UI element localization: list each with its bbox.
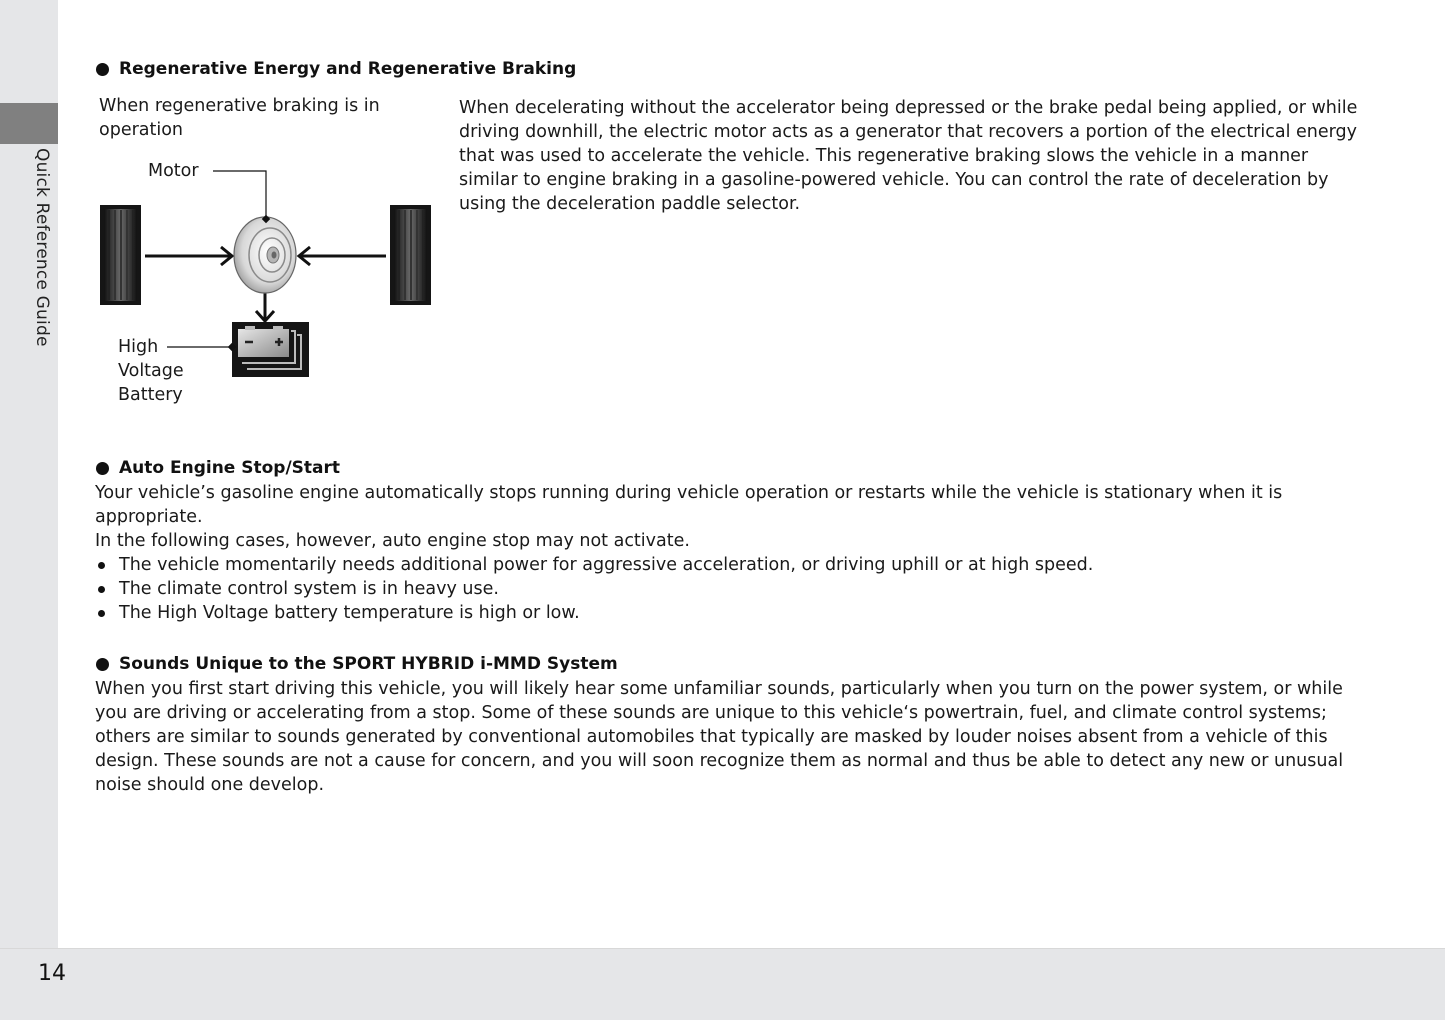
bullet-icon: [98, 586, 105, 593]
list-item: [95, 577, 1385, 601]
sounds-paragraph: When you first start driving this vehicle, you will likely hear some unfamiliar sounds, particularly when you turn on the power system, or while you are driving or accelerating from a stop. Some of these sounds are unique to this vehicle‘s powertrain, fuel, and climate control systems; others are similar to sounds generated by conventional automobiles that typically are masked by louder noises absent from a vehicle of this design. These sounds are not a cause for concern, and you will soon recognize them as normal and thus be able to detect any new or unusual noise should one develop.: [95, 679, 1344, 795]
heading-text: Auto Engine Stop/Start: [119, 458, 341, 478]
diagram-caption: When regenerative braking is in operation: [99, 96, 380, 140]
right-wheel-icon: [390, 205, 431, 305]
left-wheel-icon: [100, 205, 141, 305]
section-tab-marker[interactable]: [0, 103, 58, 144]
battery-label-line3: Battery: [118, 385, 183, 405]
footer-bar: [0, 948, 1445, 1020]
arrow-motor-to-battery-icon: [256, 293, 274, 321]
battery-label-line1: High: [118, 337, 159, 357]
section-heading-sounds: [96, 654, 618, 674]
bullet-dot-icon: [96, 63, 109, 76]
list-item-text: The High Voltage battery temperature is high or low.: [119, 603, 580, 623]
regenerative-paragraph: When decelerating without the accelerator being depressed or the brake pedal being applied, or while driving downhill, the electric motor acts as a generator that recovers a portion of the electrical energy that was used to accelerate the vehicle. This regenerative braking slows the vehicle in a manner similar to engine braking in a gasoline-powered vehicle. You can control the rate of deceleration by using the deceleration paddle selector.: [459, 98, 1358, 214]
high-voltage-battery-icon: [232, 322, 309, 377]
arrow-left-to-motor-icon: [145, 247, 232, 265]
auto-stop-paragraph-1: Your vehicle’s gasoline engine automatically stops running during vehicle operation or restarts while the vehicle is stationary when it is appropriate.: [95, 483, 1283, 527]
page-number: 14: [38, 961, 66, 986]
auto-stop-body: [95, 481, 1385, 625]
section-side-label: Quick Reference Guide: [32, 148, 52, 347]
arrow-right-to-motor-icon: [299, 247, 386, 265]
motor-leader-line: [213, 171, 266, 219]
heading-text: Sounds Unique to the SPORT HYBRID i-MMD System: [119, 654, 618, 674]
bullet-dot-icon: [96, 462, 109, 475]
list-item-text: The climate control system is in heavy use.: [119, 579, 499, 599]
battery-label-line2: Voltage: [118, 361, 184, 381]
section-heading-auto-stop: [96, 458, 340, 478]
motor-label: Motor: [148, 161, 199, 181]
bullet-dot-icon: [96, 658, 109, 671]
auto-stop-paragraph-2: In the following cases, however, auto engine stop may not activate.: [95, 531, 690, 551]
motor-icon: [234, 217, 296, 293]
list-item: [95, 553, 1385, 577]
regenerative-braking-diagram: [95, 155, 440, 415]
heading-text: Regenerative Energy and Regenerative Braking: [119, 59, 577, 79]
list-item: [95, 601, 1385, 625]
list-item-text: The vehicle momentarily needs additional power for aggressive acceleration, or driving uphill or at high speed.: [119, 555, 1094, 575]
bullet-icon: [98, 562, 105, 569]
bullet-icon: [98, 610, 105, 617]
section-heading-regenerative: [96, 59, 576, 79]
